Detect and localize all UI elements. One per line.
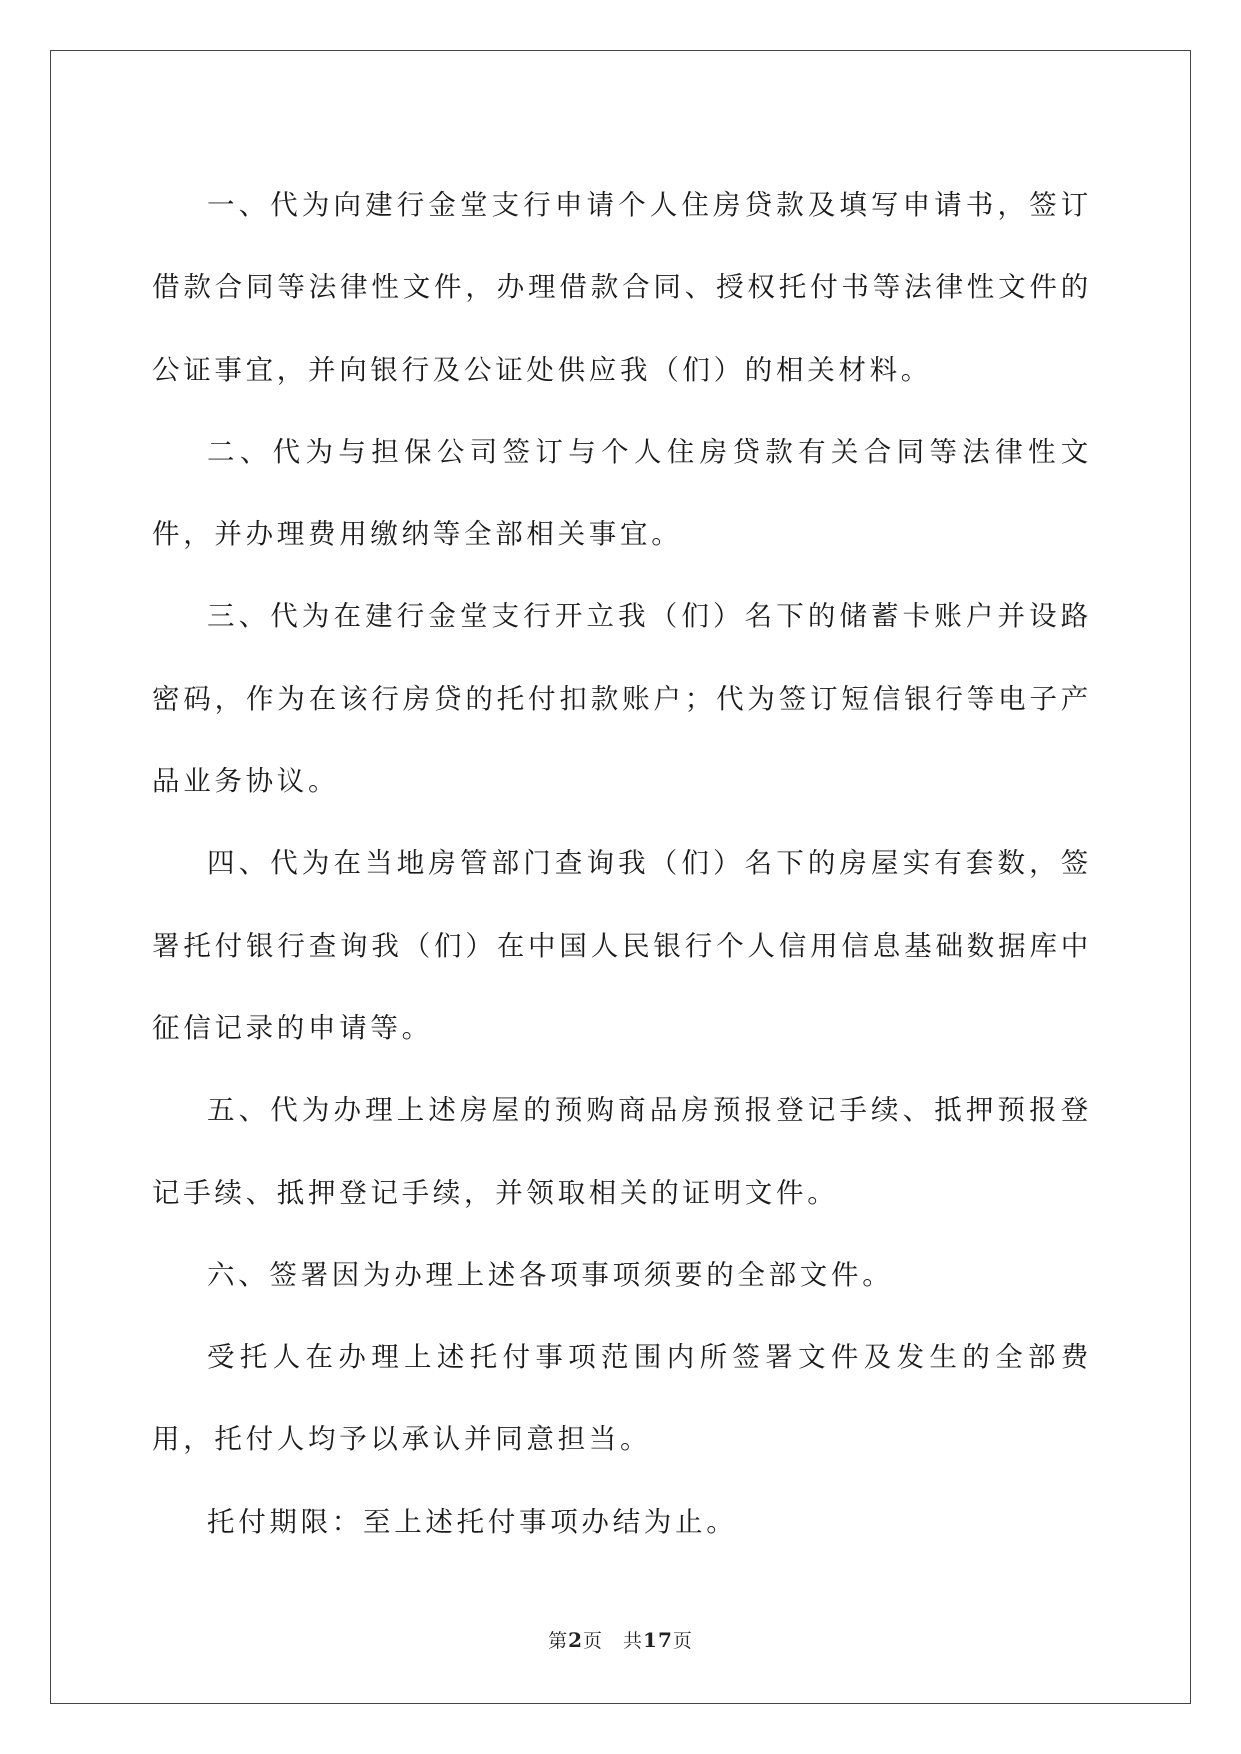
paragraph-5: 五、代为办理上述房屋的预购商品房预报登记手续、抵押预报登记手续、抵押登记手续，并领取相关的证明文件。 <box>152 1094 1092 1209</box>
document-body <box>152 164 1092 1563</box>
paragraph-7: 受托人在办理上述托付事项范围内所签署文件及发生的全部费用，托付人均予以承认并同意担当。 <box>152 1341 1092 1456</box>
footer-total-prefix: 共 <box>623 1630 644 1652</box>
paragraph-6: 六、签署因为办理上述各项事项须要的全部文件。 <box>207 1258 894 1291</box>
current-page-number: 2 <box>568 1628 584 1652</box>
total-pages-number: 17 <box>643 1628 673 1652</box>
footer-prefix: 第 <box>548 1630 569 1652</box>
paragraph-2: 二、代为与担保公司签订与个人住房贷款有关合同等法律性文件，并办理费用缴纳等全部相关事宜。 <box>152 435 1092 551</box>
paragraph-3: 三、代为在建行金堂支行开立我（们）名下的储蓄卡账户并设路密码，作为在该行房贷的托付扣款账户；代为签订短信银行等电子产品业务协议。 <box>152 600 1092 798</box>
footer-page-suffix: 页 <box>583 1630 604 1652</box>
page-footer <box>0 1626 1241 1653</box>
paragraph-4: 四、代为在当地房管部门查询我（们）名下的房屋实有套数，签署托付银行查询我（们）在中国人民银行个人信用信息基础数据库中征信记录的申请等。 <box>152 847 1092 1044</box>
footer-total-suffix: 页 <box>672 1630 693 1652</box>
paragraph-1: 一、代为向建行金堂支行申请个人住房贷款及填写申请书，签订借款合同等法律性文件，办理借款合同、授权托付书等法律性文件的公证事宜，并向银行及公证处供应我（们）的相关材料。 <box>152 189 1092 386</box>
paragraph-8: 托付期限：至上述托付事项办结为止。 <box>207 1505 738 1538</box>
